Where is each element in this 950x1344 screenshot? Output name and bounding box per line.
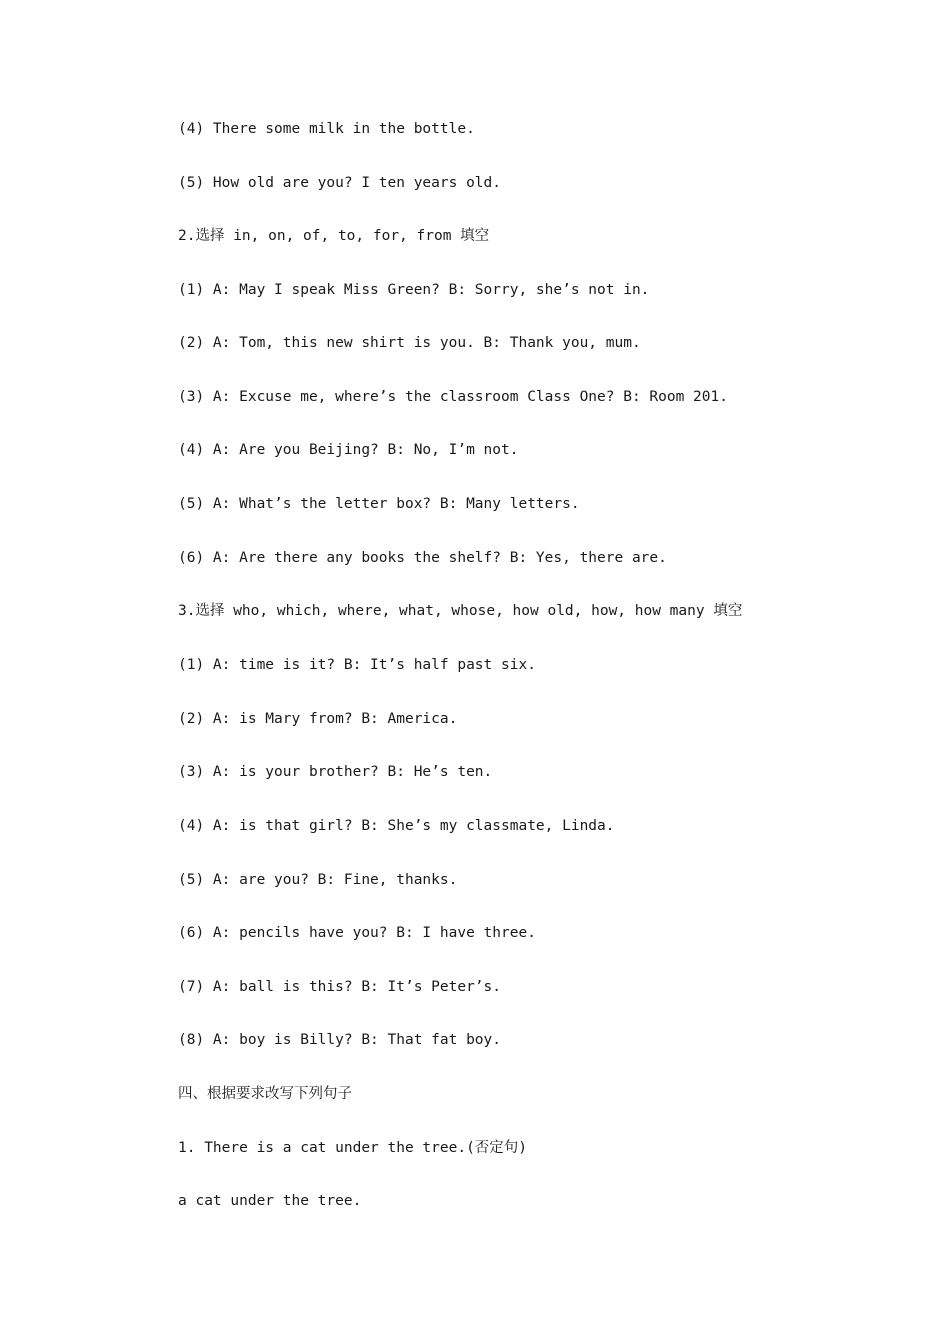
text-line: (3) A: is your brother? B: He’s ten. <box>178 764 493 780</box>
section-heading: 3.选择 who, which, where, what, whose, how old, how, how many 填空 <box>178 603 743 619</box>
text-line: 1. There is a cat under the tree.(否定句) <box>178 1140 528 1156</box>
text-line: (4) There some milk in the bottle. <box>178 121 475 137</box>
section-heading: 2.选择 in, on, of, to, for, from 填空 <box>178 228 490 244</box>
text-line: (2) A: is Mary from? B: America. <box>178 711 458 727</box>
text-line: a cat under the tree. <box>178 1193 362 1209</box>
text-line: (5) A: What’s the letter box? B: Many letters. <box>178 496 580 512</box>
text-line: (6) A: pencils have you? B: I have three. <box>178 925 536 941</box>
text-line: (1) A: time is it? B: It’s half past six. <box>178 657 536 673</box>
text-line: (8) A: boy is Billy? B: That fat boy. <box>178 1032 502 1048</box>
text-line: (4) A: Are you Beijing? B: No, I’m not. <box>178 442 519 458</box>
text-line: (6) A: Are there any books the shelf? B: Yes, there are. <box>178 550 667 566</box>
section-heading: 四、根据要求改写下列句子 <box>178 1086 352 1102</box>
text-line: (5) How old are you? I ten years old. <box>178 175 502 191</box>
text-line: (2) A: Tom, this new shirt is you. B: Thank you, mum. <box>178 335 641 351</box>
text-line: (3) A: Excuse me, where’s the classroom Class One? B: Room 201. <box>178 389 728 405</box>
text-line: (1) A: May I speak Miss Green? B: Sorry, she’s not in. <box>178 282 650 298</box>
text-line: (5) A: are you? B: Fine, thanks. <box>178 872 458 888</box>
text-line: (7) A: ball is this? B: It’s Peter’s. <box>178 979 502 995</box>
text-line: (4) A: is that girl? B: She’s my classmate, Linda. <box>178 818 615 834</box>
